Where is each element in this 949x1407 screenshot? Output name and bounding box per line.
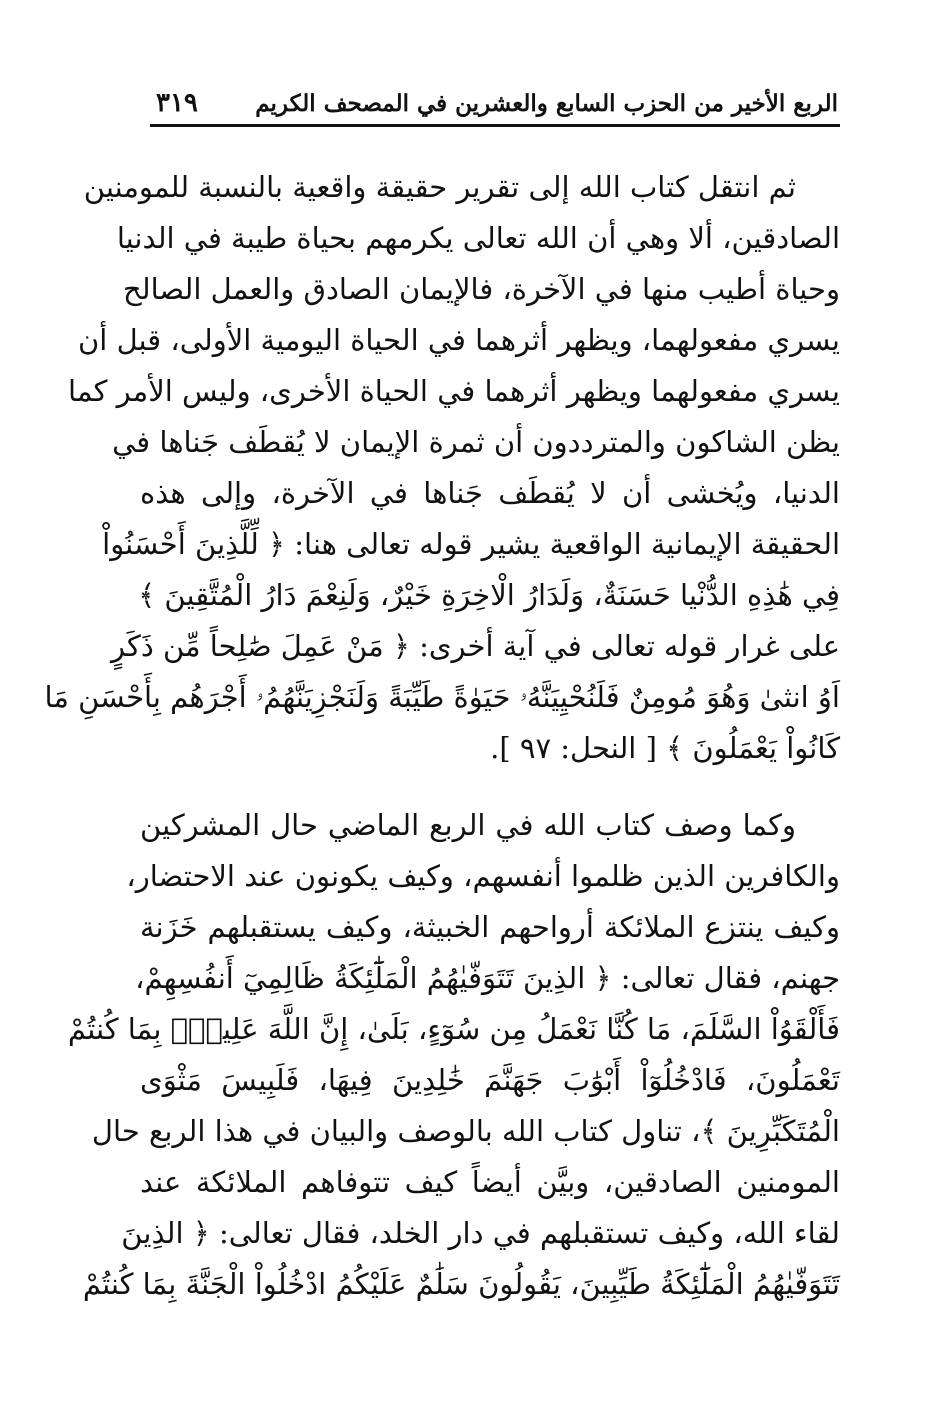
text-line: وحياة أطيب منها في الآخرة، فالإيمان الصادق والعمل الصالح — [123, 272, 840, 306]
text-line: جهنم، فقال تعالى: ﴿ الذِينَ تَتَوَفّيٰهُمُ الْمَلَٰٓئِكَةُ ظَالِمِيٓ أَنفُسِهِمْ، — [135, 961, 840, 995]
text-line: والكافرين الذين ظلموا أنفسهم، وكيف يكونون عند الاحتضار، — [126, 859, 840, 893]
text-line: اَوُ انثىٰ وَهُوَ مُومِنٌ فَلَنُحْيِيَنَّهُۥ حَيَوٰةً طَيِّبَةً وَلَنَجْزِيَنَّهُمُۥ أَجْرَهُم بِأَحْسَنِ مَا — [44, 680, 840, 714]
text-line: يسري مفعولهما، ويظهر أثرهما في الحياة اليومية الأولى، قبل أن — [78, 323, 840, 357]
paragraph-1 — [44, 162, 840, 774]
text-line: يظن الشاكون والمترددون أن ثمرة الإيمان لا يُقطَف جَناها في — [112, 425, 840, 459]
paragraph-2 — [67, 800, 840, 1310]
text-line: المومنين الصادقين، وبيَّن أيضاً كيف تتوفاهم الملائكة عند — [140, 1165, 840, 1199]
text-line: تَعْمَلُونَ، فَادْخُلُوٓاْ أَبْوَٰبَ جَهَنَّمَ خَٰلِدِينَ فِيهَا، فَلَبِيسَ مَثْوَى — [140, 1063, 840, 1097]
header-divider — [150, 124, 840, 127]
page-number: ٣١٩ — [156, 88, 198, 118]
text-line: الْمُتَكَبِّرِينَ ﴾، تناول كتاب الله بالوصف والبيان في هذا الربع حال — [91, 1114, 840, 1148]
header-title: الربع الأخير من الحزب السابع والعشرين في المصحف الكريم — [255, 90, 838, 117]
text-line: الحقيقة الإيمانية الواقعية يشير قوله تعالى هنا: ﴿ لِّلَّذِينَ أَحْسَنُواْ — [102, 527, 840, 561]
running-header — [150, 88, 838, 128]
text-line: وكما وصف كتاب الله في الربع الماضي حال المشركين — [140, 808, 796, 842]
text-line: على غرار قوله تعالى في آية أخرى: ﴿ مَنْ عَمِلَ صَٰلِحاً مِّن ذَكَرٍ — [111, 629, 840, 663]
text-line: وكيف ينتزع الملائكة أرواحهم الخبيثة، وكيف يستقبلهم خَزَنة — [140, 910, 840, 944]
text-line: ثم انتقل كتاب الله إلى تقرير حقيقة واقعية بالنسبة للمومنين — [83, 170, 796, 204]
text-line: فِي هَٰذِهِ الدُّنْيا حَسَنَةٌ، وَلَدَارُ الْاخِرَةِ خَيْرٌ، وَلَنِعْمَ دَارُ الْمُتَّقِينَ ﴾ — [138, 578, 840, 612]
text-line: يسري مفعولهما ويظهر أثرهما في الحياة الأخرى، وليس الأمر كما — [68, 374, 840, 408]
text-line: فَأَلْقَوُاْ السَّلَمَ، مَا كُنَّا نَعْمَلُ مِن سُوٓءٍ، بَلَىٰ، إِنَّ اللَّهَ عَلِيمٌۢ بِمَا كُنتُمْ — [67, 1012, 840, 1046]
text-line: كَانُواْ يَعْمَلُونَ ﴾ [ النحل: ٩٧ ]. — [490, 731, 840, 765]
text-line: تَتَوَفّيٰهُمُ الْمَلَٰٓئِكَةُ طَيِّبِينَ، يَقُولُونَ سَلَٰمٌ عَلَيْكُمُ ادْخُلُواْ الْجَنَّةَ بِمَا كُنتُمْ — [82, 1267, 840, 1301]
text-line: لقاء الله، وكيف تستقبلهم في دار الخلد، فقال تعالى: ﴿ الذِينَ — [121, 1216, 840, 1250]
text-line: الصادقين، ألا وهي أن الله تعالى يكرمهم بحياة طيبة في الدنيا — [116, 221, 840, 255]
text-line: الدنيا، ويُخشى أن لا يُقطَف جَناها في الآخرة، وإلى هذه — [140, 476, 840, 510]
